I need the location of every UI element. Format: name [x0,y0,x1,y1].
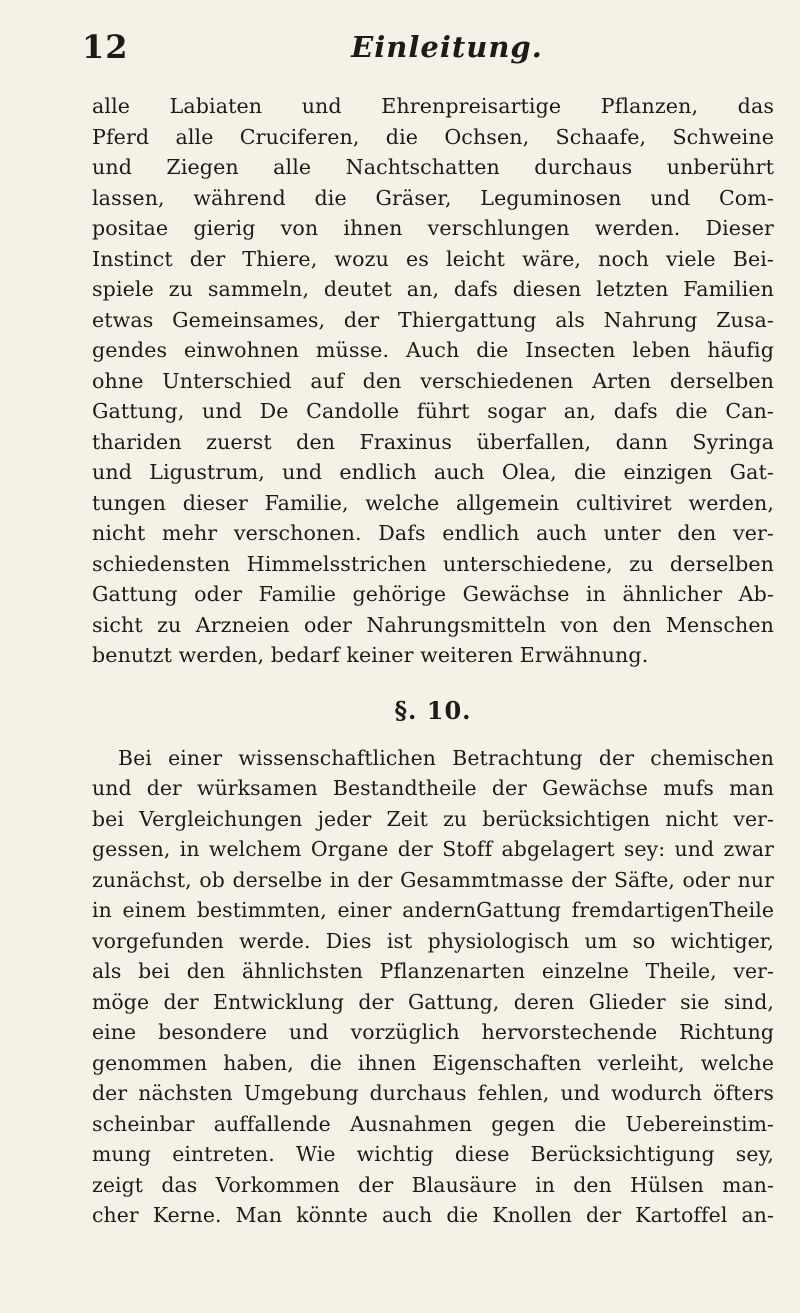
body-text [92,91,774,1231]
text-line: möge der Entwicklung der Gattung, deren Glieder sie sind, [92,989,774,1014]
text-line: positae gierig von ihnen verschlungen werden. Dieser [92,216,774,240]
text-line: und Ligustrum, und endlich auch Olea, die einzigen Gat- [92,460,774,484]
page-header [82,28,772,88]
text-line: zunächst, ob derselbe in der Gesammtmasse der Säfte, oder nur [92,867,774,892]
text-line: Gattung, und De Candolle führt sogar an, dafs die Can- [92,399,774,423]
text-line: Bei einer wissenschaftlichen Betrachtung der chemischen [118,745,774,770]
text-line: Instinct der Thiere, wozu es leicht wäre, noch viele Bei- [92,246,774,271]
text-line: gessen, in welchem Organe der Stoff abgelagert sey: und zwar [92,837,774,861]
text-line: und der würksamen Bestandtheile der Gewächse mufs man [92,776,774,800]
page-number: 12 [82,28,129,66]
text-line: genommen haben, die ihnen Eigenschaften verleiht, welche [92,1050,774,1075]
paragraph-2 [92,743,774,1231]
text-line: bei Vergleichungen jeder Zeit zu berücksichtigen nicht ver- [92,806,774,831]
text-line: mung eintreten. Wie wichtig diese Berücksichtigung sey, [92,1142,774,1166]
text-line: scheinbar auffallende Ausnahmen gegen die Uebereinstim- [92,1111,774,1136]
text-line: ohne Unterschied auf den verschiedenen Arten derselben [92,368,774,393]
text-line: schiedensten Himmelsstrichen unterschiedene, zu derselben [92,551,774,576]
text-line: Gattung oder Familie gehörige Gewächse in ähnlicher Ab- [92,582,774,606]
text-line: cher Kerne. Man könnte auch die Knollen der Kartoffel an- [92,1203,774,1227]
text-line: sicht zu Arzneien oder Nahrungsmitteln von den Menschen [92,612,774,637]
text-line: lassen, während die Gräser, Leguminosen und Com- [92,185,774,210]
running-title: Einleitung. [351,30,543,64]
text-line: als bei den ähnlichsten Pflanzenarten einzelne Theile, ver- [92,959,774,983]
text-line: in einem bestimmten, einer andernGattung fremdartigenTheile [92,898,774,922]
section-heading: §. 10. [394,695,472,725]
text-line: nicht mehr verschonen. Dafs endlich auch unter den ver- [92,521,774,545]
text-line: und Ziegen alle Nachtschatten durchaus unberührt [92,155,774,179]
text-line: Pferd alle Cruciferen, die Ochsen, Schaafe, Schweine [92,124,774,149]
paragraph-1 [92,91,774,671]
text-line: zeigt das Vorkommen der Blausäure in den Hülsen man- [92,1172,774,1197]
text-line: thariden zuerst den Fraxinus überfallen, dann Syringa [92,429,774,454]
text-line: gendes einwohnen müsse. Auch die Insecten leben häufig [92,338,774,362]
text-line: benutzt werden, bedarf keiner weiteren Erwähnung. [92,643,649,667]
text-line: eine besondere und vorzüglich hervorstechende Richtung [92,1020,774,1044]
text-line: der nächsten Umgebung durchaus fehlen, und wodurch öfters [92,1081,774,1105]
text-line: vorgefunden werde. Dies ist physiologisch um so wichtiger, [92,928,774,953]
text-line: tungen dieser Familie, welche allgemein cultiviret werden, [92,490,774,515]
text-line: alle Labiaten und Ehrenpreisartige Pflanzen, das [92,94,774,118]
text-line: etwas Gemeinsames, der Thiergattung als Nahrung Zusa- [92,307,774,332]
text-line: spiele zu sammeln, deutet an, dafs diesen letzten Familien [92,277,774,301]
